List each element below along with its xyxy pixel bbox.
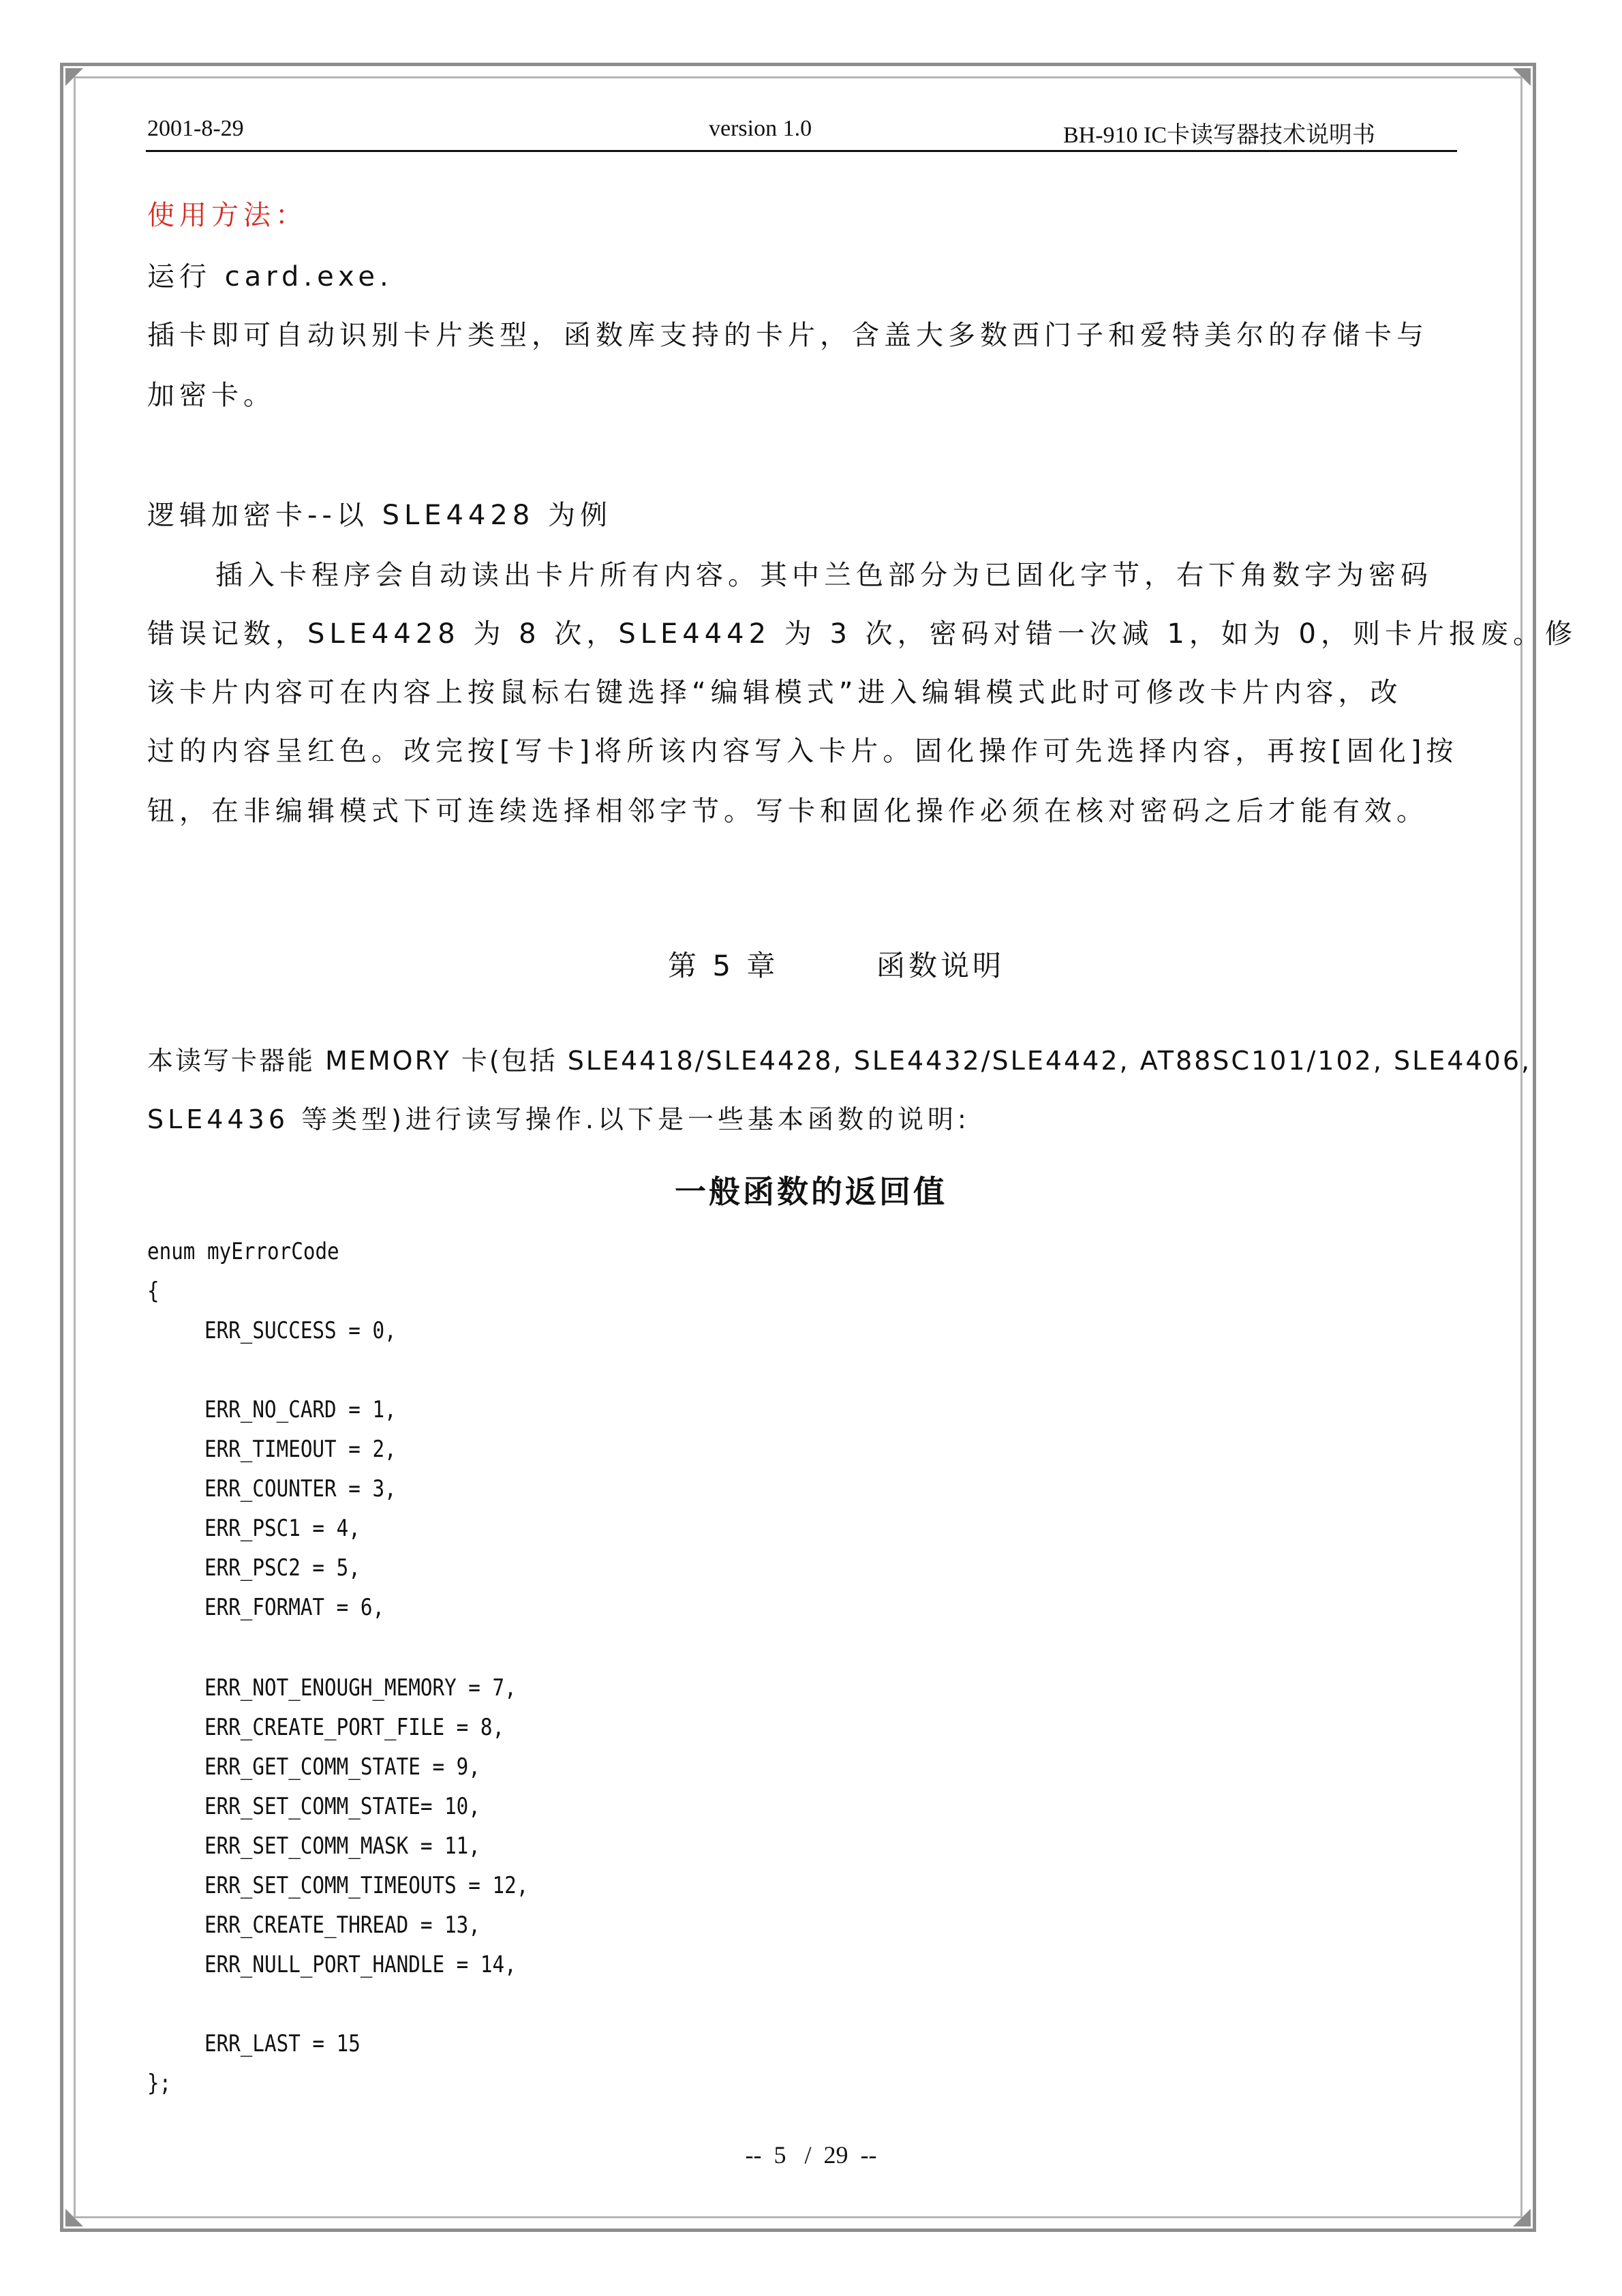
code-line: };: [147, 2070, 172, 2097]
code-line: ERR_NOT_ENOUGH_MEMORY = 7,: [204, 1674, 517, 1702]
code-line: ERR_COUNTER = 3,: [204, 1475, 397, 1502]
usage-line: 运行 card.exe.: [147, 261, 393, 292]
code-line: ERR_SET_COMM_STATE= 10,: [204, 1793, 480, 1820]
logic-paragraph-line: 钮，在非编辑模式下可连续选择相邻字节。写卡和固化操作必须在核对密码之后才能有效。: [147, 796, 1428, 827]
chapter-number: 第 5 章: [668, 949, 779, 982]
code-line: ERR_LAST = 15: [204, 2030, 361, 2057]
logic-heading: 逻辑加密卡--以 SLE4428 为例: [147, 500, 613, 531]
corner-ornament: [65, 68, 83, 86]
header-title: BH-910 IC卡读写器技术说明书: [1063, 123, 1376, 148]
code-line: ERR_SUCCESS = 0,: [204, 1317, 397, 1344]
code-line: ERR_CREATE_THREAD = 13,: [204, 1912, 480, 1939]
section-title: 一般函数的返回值: [675, 1173, 947, 1210]
corner-ornament: [1513, 68, 1531, 86]
usage-line: 加密卡。: [147, 380, 275, 411]
logic-paragraph-line: 错误记数，SLE4428 为 8 次，SLE4442 为 3 次，密码对错一次减 1，如为 0，则卡片报废。修: [147, 618, 1578, 650]
code-line: ERR_SET_COMM_TIMEOUTS = 12,: [204, 1872, 529, 1899]
logic-paragraph-line: 过的内容呈红色。改完按[写卡]将所该内容写入卡片。固化操作可先选择内容，再按[固化]按: [147, 736, 1458, 767]
chapter-name: 函数说明: [876, 949, 1005, 982]
header-version: version 1.0: [709, 116, 812, 141]
code-line: ERR_GET_COMM_STATE = 9,: [204, 1753, 480, 1781]
code-line: ERR_PSC2 = 5,: [204, 1554, 361, 1582]
logic-paragraph-line: 该卡片内容可在内容上按鼠标右键选择“编辑模式”进入编辑模式此时可修改卡片内容，改: [147, 677, 1403, 708]
code-line: ERR_PSC1 = 4,: [204, 1515, 361, 1542]
intro-line: SLE4436 等类型)进行读写操作.以下是一些基本函数的说明:: [147, 1104, 970, 1134]
code-line: enum myErrorCode: [147, 1238, 339, 1265]
corner-ornament: [65, 2209, 83, 2226]
usage-line: 插卡即可自动识别卡片类型，函数库支持的卡片，含盖大多数西门子和爱特美尔的存储卡与: [147, 320, 1428, 351]
code-line: ERR_NULL_PORT_HANDLE = 14,: [204, 1951, 517, 1978]
page-number: -- 5 / 29 --: [745, 2141, 877, 2169]
usage-heading: 使用方法：: [147, 200, 307, 231]
code-line: ERR_SET_COMM_MASK = 11,: [204, 1832, 480, 1860]
code-line: ERR_TIMEOUT = 2,: [204, 1436, 397, 1463]
code-line: {: [147, 1278, 159, 1305]
code-line: ERR_FORMAT = 6,: [204, 1594, 385, 1621]
header-date: 2001-8-29: [147, 116, 244, 141]
code-line: ERR_CREATE_PORT_FILE = 8,: [204, 1714, 505, 1741]
logic-paragraph-line: 插入卡程序会自动读出卡片所有内容。其中兰色部分为已固化字节，右下角数字为密码: [215, 560, 1433, 591]
header-rule: [146, 150, 1457, 152]
corner-ornament: [1513, 2209, 1531, 2226]
intro-line: 本读写卡器能 MEMORY 卡(包括 SLE4418/SLE4428, SLE4432/SLE4442, AT88SC101/102, SLE4406,: [147, 1046, 1532, 1076]
code-line: ERR_NO_CARD = 1,: [204, 1396, 397, 1423]
